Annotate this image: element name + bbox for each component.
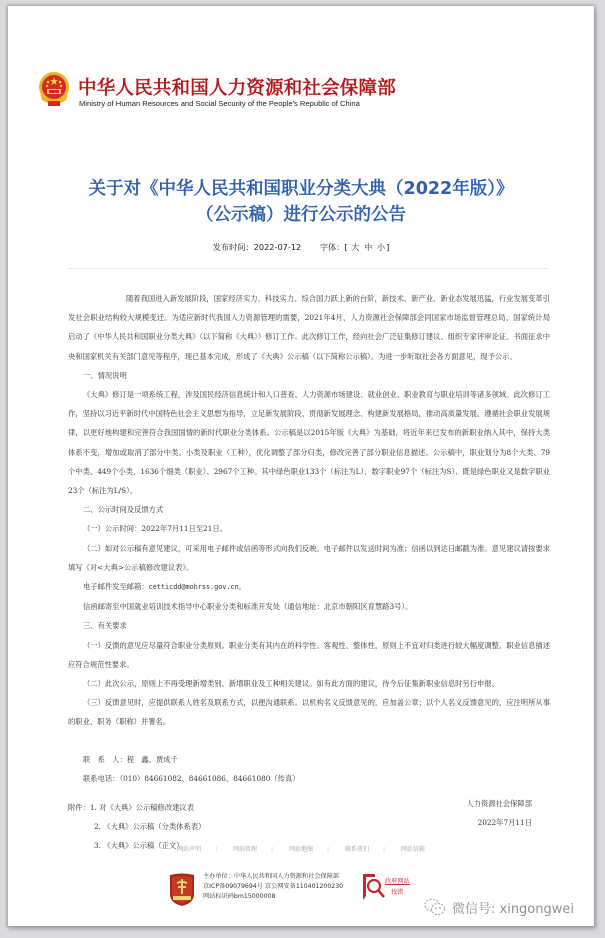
intro-paragraph: 随着我国进入新发展阶段，国家经济实力、科技实力、综合国力跃上新的台阶，新技术、新产业、新业态发展迅猛，行业发展变革引发社会职业结构较大规模变迁。为适应新时代我国人力资源管理的需要，2021年4月，人力资源社会保障部会同国家市场监督管理总局、国家统计局启动了《中华人民共和国职业分类大典》（以下简称《大典》）修订工作。此次修订工作，经向社会广泛征集修订建议、组织专家评审论证、书面征求中央和国家机关有关部门意见等程序，现已基本完成，形成了《大典》公示稿（以下简称公示稿）。为进一步听取社会各方面意见，现予公示。 bbox=[68, 294, 550, 361]
section-heading: 二、公示时间及反馈方式 bbox=[83, 505, 164, 515]
wechat-watermark bbox=[424, 898, 574, 917]
attachment-link[interactable]: 3. 《大典》公示稿（正文） bbox=[94, 841, 184, 851]
section-heading: 一、情况说明 bbox=[83, 370, 127, 380]
contact-person: 联 系 人：程 鑫、贾成千 bbox=[83, 754, 178, 764]
contact-phone: 联系电话：（010）84661082、84661086、84661080（传真） bbox=[83, 773, 300, 783]
article-title bbox=[28, 176, 574, 228]
attachment-link[interactable]: 1. 对《大典》公示稿修改建议表 bbox=[89, 803, 195, 813]
footer-link-management[interactable]: 网站管理 bbox=[233, 846, 258, 853]
sponsor: 主办单位：中华人民共和国人力资源和社会保障部 bbox=[203, 873, 340, 880]
wechat-icon bbox=[424, 898, 446, 916]
font-label: 字体： bbox=[319, 242, 345, 252]
site-header bbox=[36, 70, 436, 116]
section-heading: 三、有关要求 bbox=[83, 621, 127, 631]
party-government-badge-icon[interactable] bbox=[168, 872, 196, 906]
publish-label: 发布时间： bbox=[212, 242, 254, 252]
paragraph: （一）反馈的意见应尽量符合职业分类原则。职业分类有其内在的科学性、客观性、整体性，原则上不宜对归类进行较大幅度调整。职业信息描述应符合规范性要求。 bbox=[68, 640, 550, 669]
font-size-controls bbox=[320, 242, 389, 252]
separator: | bbox=[271, 846, 274, 853]
national-emblem-icon bbox=[36, 70, 72, 110]
bracket-close: ] bbox=[386, 242, 390, 252]
article-meta bbox=[8, 242, 594, 253]
font-size-large[interactable]: 大 bbox=[351, 242, 360, 252]
bracket-open: [ bbox=[344, 242, 348, 252]
paragraph: （一）公示时间：2022年7月11日至21日。 bbox=[83, 524, 227, 534]
separator: | bbox=[327, 846, 330, 853]
paragraph: （二）如对公示稿有意见建议，可采用电子邮件或信函等形式向我们反映。电子邮件以发送时间为准；信函以到达日邮戳为准。意见建议请按要求填写《对<大典>公示稿修改建议表》。 bbox=[68, 543, 550, 572]
watermark-text: 微信号: xingongwei bbox=[452, 902, 574, 917]
font-size-small[interactable]: 小 bbox=[376, 242, 386, 252]
paragraph: （二）此次公示，原则上不再受理新增类别、新增职业及工种相关建议。如有此方面的建议，待今后征集新职业信息时另行申报。 bbox=[83, 679, 499, 689]
findbug-line2: 找错 bbox=[391, 889, 404, 896]
paragraph: （三）反馈意见时，应提供联系人姓名及联系方式，以便沟通联系。以机构名义反馈意见的，应加盖公章；以个人名义反馈意见的，应注明所从事的职业、职务（职称）并署名。 bbox=[68, 698, 550, 727]
article-body bbox=[68, 289, 550, 856]
footer-link-contact[interactable]: 联系我们 bbox=[344, 846, 369, 853]
magnifier-icon bbox=[363, 874, 385, 900]
signature-date: 2022年7月11日 bbox=[477, 818, 532, 827]
attachment-link[interactable]: 2. 《大典》公示稿（分类体系表） bbox=[94, 822, 206, 832]
footer-link-statement[interactable]: 网站声明 bbox=[177, 846, 202, 853]
org-name-cn: 中华人民共和国人力资源和社会保障部 bbox=[78, 78, 396, 99]
signature-org: 人力资源社会保障部 bbox=[466, 799, 532, 808]
site-id: 网站标识码bm15000008 bbox=[203, 893, 276, 900]
divider bbox=[68, 268, 548, 269]
email-label: 电子邮件发至邮箱： bbox=[83, 582, 149, 592]
findbug-line1: 政府网站 bbox=[385, 878, 410, 885]
gov-site-findbug[interactable] bbox=[363, 874, 423, 902]
attachments-label: 附件： bbox=[68, 803, 90, 813]
separator: | bbox=[215, 846, 218, 853]
publish-date: 2022-07-12 bbox=[253, 242, 302, 252]
paragraph: 信函邮寄至中国就业培训技术指导中心职业分类和标准开发处（通信地址：北京市朝阳区育慧路3号）。 bbox=[83, 602, 413, 612]
article-title-line2: （公示稿）进行公示的公告 bbox=[196, 205, 406, 225]
email-line bbox=[68, 577, 550, 597]
separator: | bbox=[382, 846, 385, 853]
icp-record[interactable]: 京ICP备09079694号 京公网安备110401200230 bbox=[203, 883, 344, 890]
paragraph: 《大典》修订是一项系统工程，涉及国民经济信息统计和人口普查、人力资源市场建设、就业创业、职业教育与职业培训等诸多领域。此次修订工作，坚持以习近平新时代中国特色社会主义思想为指导，立足新发展阶段、贯彻新发展理念、构建新发展格局，推动高质量发展，遵循社会职业发展规律，以更好地构建和完善符合我国国情的新时代职业分类体系。公示稿是以2015年版《大典》为基础，将近年来已发布的新职业纳入其中，保持大类体系不变，增加或取消了部分中类、小类及职业（工种），优化调整了部分归类，修改完善了部分职业信息描述。公示稿中，职业划分为8个大类、79个中类、449个小类、1636个细类（职业）、2967个工种。其中绿色职业133个（标注为L）、数字职业97个（标注为S）、既是绿色职业又是数字职业23个（标注为L/S）。 bbox=[68, 390, 550, 496]
footer-links bbox=[8, 844, 594, 853]
email-address[interactable]: cetticdd@mohrss.gov.cn bbox=[148, 583, 239, 592]
org-name-en: Ministry of Human Resources and Social Security of the People's Republic of China bbox=[79, 99, 360, 108]
email-suffix: 。 bbox=[238, 582, 246, 592]
footer-link-mailbox[interactable]: 网站信箱 bbox=[400, 846, 425, 853]
signature-block bbox=[466, 794, 532, 832]
article-title-line1: 关于对《中华人民共和国职业分类大典（2022年版）》 bbox=[88, 179, 514, 199]
spacer bbox=[68, 732, 550, 750]
document-page bbox=[8, 6, 594, 926]
footer-info bbox=[203, 872, 343, 902]
publish-info bbox=[213, 242, 304, 252]
footer-link-sitemap[interactable]: 网站地图 bbox=[288, 846, 313, 853]
font-size-medium[interactable]: 中 bbox=[364, 242, 373, 252]
